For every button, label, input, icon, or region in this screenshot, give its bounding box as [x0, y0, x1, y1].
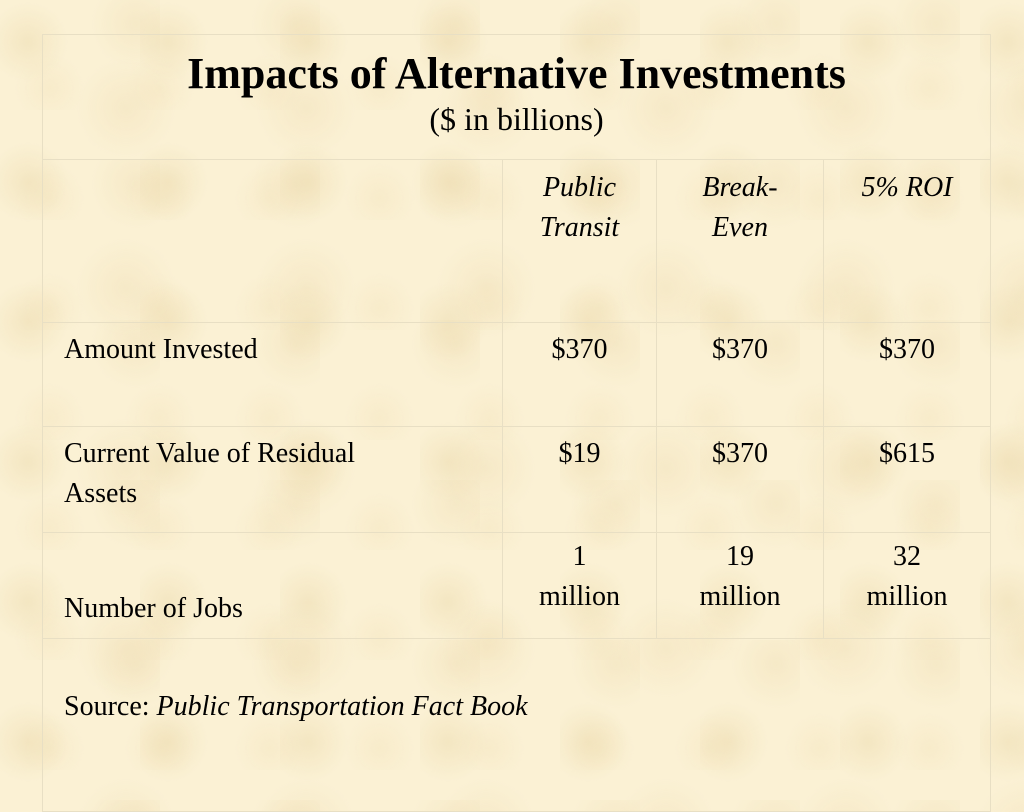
source-row [43, 639, 991, 812]
table-cell [657, 427, 824, 533]
table-cell [503, 427, 657, 533]
source-prefix: Source: [64, 691, 157, 722]
title-cell [43, 35, 991, 160]
column-header-row [43, 160, 991, 323]
table-cell [503, 323, 657, 427]
slide-title: Impacts of Alternative Investments [187, 49, 846, 98]
cell-value: $370 [551, 334, 608, 365]
source-note [43, 639, 991, 812]
cell-value: million [699, 581, 781, 612]
table-row-number-of-jobs [43, 533, 991, 639]
table-cell [824, 533, 991, 639]
cell-value: $370 [712, 334, 768, 365]
row-label [43, 427, 503, 533]
column-header-line: Transit [539, 212, 620, 243]
column-header-line: 5% ROI [861, 172, 953, 203]
row-label-text: Number of Jobs [64, 593, 243, 624]
table-cell [503, 533, 657, 639]
column-header-line: Even [712, 212, 768, 243]
row-label [43, 533, 503, 639]
column-header-line: Break- [702, 172, 778, 203]
cell-value: $370 [879, 334, 935, 365]
table-cell [657, 323, 824, 427]
row-label-text: Current Value of Residual [64, 438, 356, 469]
row-label [43, 323, 503, 427]
column-header-break-even [657, 160, 824, 323]
investment-impacts-table [42, 34, 991, 812]
cell-value: 1 [572, 541, 587, 572]
title-row [43, 35, 991, 160]
source-title: Public Transportation Fact Book [156, 691, 528, 722]
row-label-text: Amount Invested [64, 334, 258, 365]
empty-header-cell [43, 160, 503, 323]
cell-value: $19 [558, 438, 601, 469]
table-cell [824, 427, 991, 533]
column-header-public-transit [503, 160, 657, 323]
cell-value: 32 [893, 541, 921, 572]
table-cell [657, 533, 824, 639]
cell-value: $370 [712, 438, 768, 469]
cell-value: 19 [726, 541, 754, 572]
table-row-residual-assets [43, 427, 991, 533]
column-header-line: Public [542, 172, 617, 203]
column-header-5-percent-roi [824, 160, 991, 323]
slide-subtitle: ($ in billions) [429, 101, 604, 137]
table-cell [824, 323, 991, 427]
cell-value: million [539, 581, 620, 612]
table-row-amount-invested [43, 323, 991, 427]
row-label-text: Assets [64, 478, 138, 509]
cell-value: $615 [879, 438, 935, 469]
cell-value: million [866, 581, 948, 612]
